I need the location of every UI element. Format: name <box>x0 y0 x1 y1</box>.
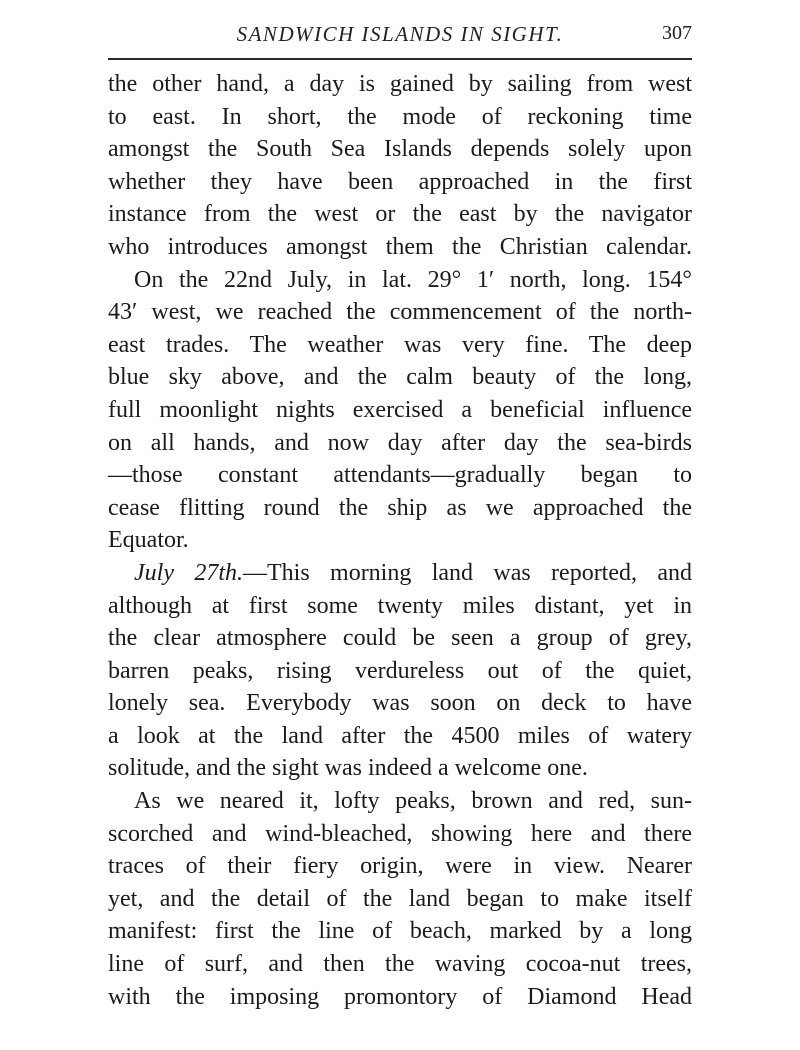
paragraph-3 <box>108 557 692 785</box>
body-text <box>108 68 692 1013</box>
paragraph-1 <box>108 68 692 264</box>
text-line: a look at the land after the 4500 miles of watery <box>108 722 692 749</box>
page-number: 307 <box>662 22 692 44</box>
text-line: —those constant attendants—gradually began to <box>108 462 692 489</box>
running-title: SANDWICH ISLANDS IN SIGHT. <box>236 22 564 46</box>
header-rule <box>108 58 692 60</box>
text-line: although at first some twenty miles distant, yet in <box>108 592 692 619</box>
text-line: line of surf, and then the waving cocoa-nut trees, <box>108 951 692 978</box>
text-line: traces of their fiery origin, were in view. Nearer <box>108 853 692 880</box>
text-line: who introduces amongst them the Christian calendar. <box>108 233 692 260</box>
text-line: yet, and the detail of the land began to make itself <box>108 885 692 912</box>
running-head <box>108 22 692 52</box>
date-lead: July 27th. <box>134 559 243 586</box>
text-line: solitude, and the sight was indeed a welcome one. <box>108 755 588 782</box>
text-line: whether they have been approached in the first <box>108 168 692 195</box>
text-line <box>108 557 692 590</box>
text-line: barren peaks, rising verdureless out of the quiet, <box>108 657 692 684</box>
paragraph-2 <box>108 264 692 557</box>
text-line: to east. In short, the mode of reckoning time <box>108 103 692 130</box>
text-line: manifest: first the line of beach, marked by a long <box>108 918 692 945</box>
text-line: the other hand, a day is gained by sailing from west <box>108 71 692 97</box>
text-line: On the 22nd July, in lat. 29° 1′ north, long. 154° <box>134 266 692 293</box>
text-line: lonely sea. Everybody was soon on deck to have <box>108 690 692 717</box>
text-line: east trades. The weather was very fine. The deep <box>108 331 692 358</box>
text-line: amongst the South Sea Islands depends solely upon <box>108 136 692 163</box>
text-line: on all hands, and now day after day the sea-birds <box>108 429 692 456</box>
text-line: scorched and wind-bleached, showing here and there <box>108 820 692 847</box>
paragraph-4 <box>108 785 692 1013</box>
text-line: cease flitting round the ship as we approached the <box>108 494 692 521</box>
text-line: full moonlight nights exercised a beneficial influence <box>108 396 692 423</box>
text-line: the clear atmosphere could be seen a group of grey, <box>108 625 692 652</box>
text-line: with the imposing promontory of Diamond Head <box>108 983 692 1010</box>
text-line: As we neared it, lofty peaks, brown and red, sun- <box>134 788 692 815</box>
first-line-rest: —This morning land was reported, and <box>243 559 693 586</box>
text-line: instance from the west or the east by the navigator <box>108 201 692 228</box>
text-line: Equator. <box>108 527 189 554</box>
text-line: blue sky above, and the calm beauty of the long, <box>108 364 692 391</box>
text-line: 43′ west, we reached the commencement of the north- <box>108 299 692 326</box>
